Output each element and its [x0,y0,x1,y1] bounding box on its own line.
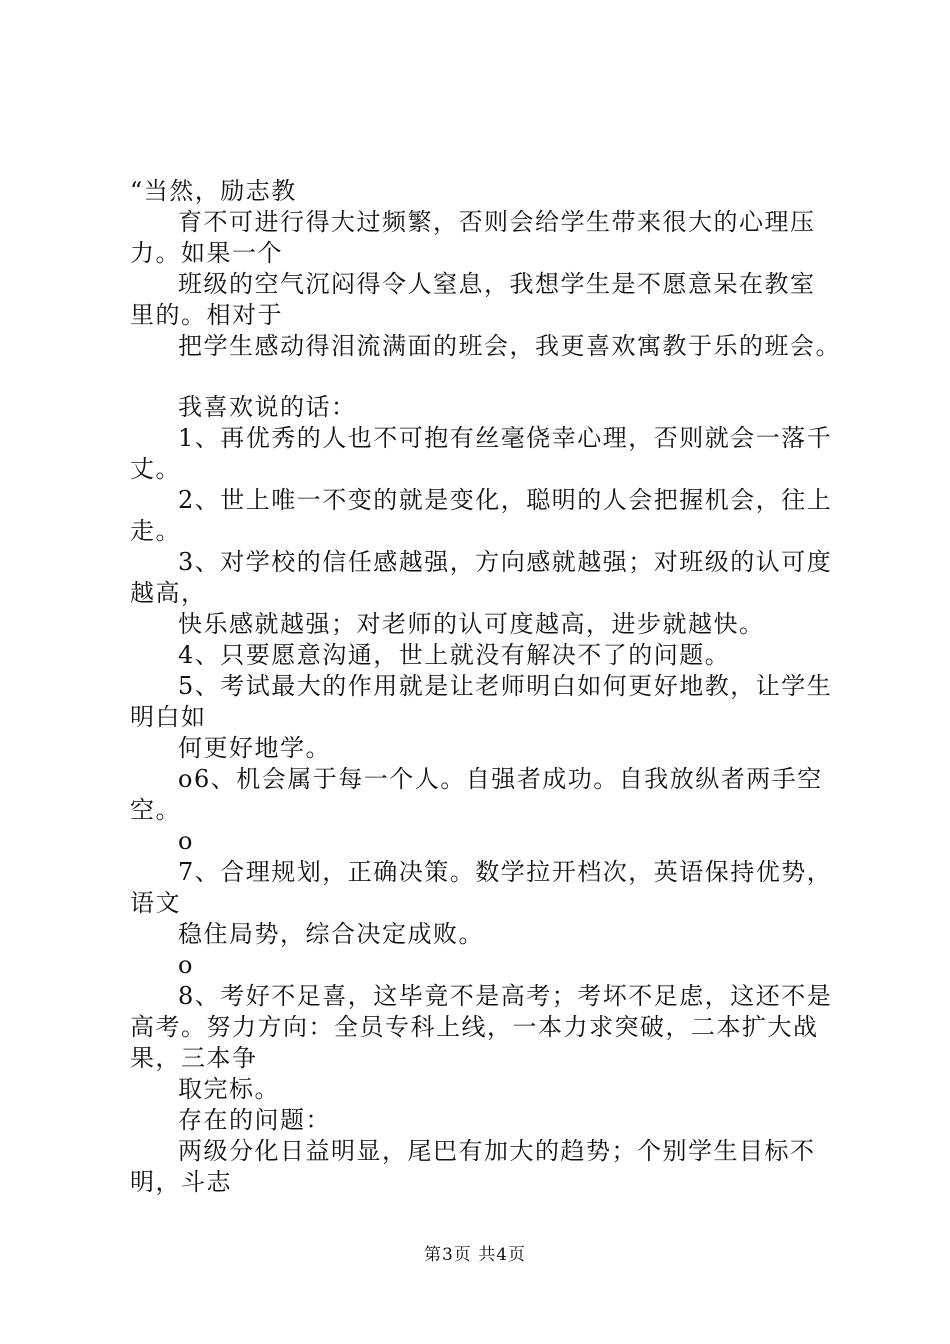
text-line: “当然，励志教 [130,177,297,205]
text-line: o [178,827,194,855]
text-line: 何更好地学。 [178,734,331,762]
body-text [130,176,841,1198]
text-line: 2、世上唯一不变的就是变化，聪明的人会把握机会，往上 [178,486,833,514]
text-line: 3、对学校的信任感越强，方向感就越强；对班级的认可度 [178,548,833,576]
text-line: 力。如果一个 [130,239,283,267]
text-line: 丈。 [130,455,181,483]
text-line: 稳住局势，综合决定成败。 [178,920,484,948]
text-line: 存在的问题： [178,1106,331,1134]
text-line: 8、考好不足喜，这毕竟不是高考；考坏不足虑，这还不是 [178,982,833,1010]
text-line: 果，三本争 [130,1044,258,1072]
text-line: 两级分化日益明显，尾巴有加大的趋势；个别学生目标不 [178,1137,816,1165]
text-line: 把学生感动得泪流满面的班会，我更喜欢寓教于乐的班会。 [178,332,841,360]
text-line: 5、考试最大的作用就是让老师明白如何更好地教，让学生 [178,672,833,700]
text-line: 1、再优秀的人也不可抱有丝毫侥幸心理，否则就会一落千 [178,424,833,452]
text-line: 明，斗志 [130,1168,232,1196]
text-line: 班级的空气沉闷得令人窒息，我想学生是不愿意呆在教室 [178,270,816,298]
paragraph-gap [130,362,835,392]
text-line: 明白如 [130,703,207,731]
text-line: 我喜欢说的话： [178,393,357,421]
text-line: 高考。努力方向：全员专科上线，一本力求突破，二本扩大战 [130,1013,819,1041]
text-line: 走。 [130,517,181,545]
text-line: 里的。相对于 [130,301,283,329]
text-line: 空。 [130,796,181,824]
text-line: 育不可进行得大过频繁，否则会给学生带来很大的心理压 [178,208,816,236]
text-line: 越高， [130,579,207,607]
page-footer: 第3页 共4页 [423,1245,527,1265]
text-line: 7、合理规划，正确决策。数学拉开档次，英语保持优势， [178,858,833,886]
text-line: 取完标。 [178,1075,280,1103]
text-line: o [178,951,194,979]
text-line: 快乐感就越强；对老师的认可度越高，进步就越快。 [178,610,765,638]
text-line: o6、机会属于每一个人。自强者成功。自我放纵者两手空 [178,765,823,793]
text-line: 语文 [130,889,181,917]
text-line: 4、只要愿意沟通，世上就没有解决不了的问题。 [178,641,731,669]
